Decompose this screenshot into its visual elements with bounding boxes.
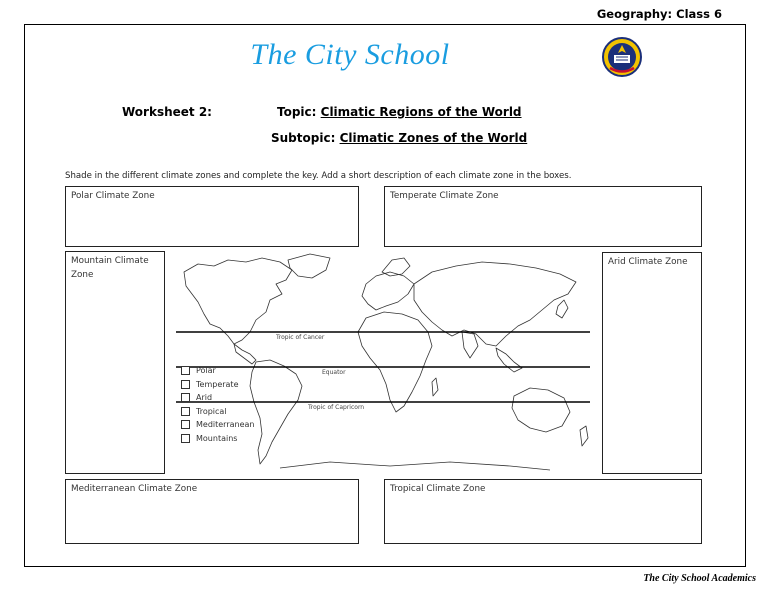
climate-key [181,364,255,445]
subtopic-line [271,131,527,145]
southeast-asia-outline [496,348,522,372]
greenland-outline [288,254,330,278]
africa-outline [358,312,432,412]
arid-zone-box[interactable] [602,252,702,474]
footer-credit: The City School Academics [643,573,756,584]
key-checkbox-temperate[interactable] [181,380,190,389]
instructions-text: Shade in the different climate zones and complete the key. Add a short description of each climate zone in the boxes. [65,171,572,181]
europe-outline [362,272,414,310]
south-america-outline [250,360,302,464]
mountain-zone-box[interactable] [65,251,165,474]
tropical-zone-label: Tropical Climate Zone [390,484,486,494]
key-checkbox-mediterranean[interactable] [181,420,190,429]
key-label-mountains: Mountains [196,433,238,443]
temperate-zone-box[interactable] [384,186,702,247]
key-item-tropical [181,405,255,419]
north-america-outline [184,258,292,344]
key-item-mountains [181,432,255,446]
tropic-of-cancer-label: Tropic of Cancer [276,334,325,341]
key-label-mediterranean: Mediterranean [196,420,255,430]
asia-outline [414,262,576,346]
key-checkbox-polar[interactable] [181,366,190,375]
subtopic-title: Climatic Zones of the World [339,131,528,145]
polar-zone-box[interactable] [65,186,359,247]
key-label-polar: Polar [196,366,216,376]
school-title: The City School [250,38,450,71]
tropical-zone-box[interactable] [384,479,702,544]
key-item-arid [181,391,255,405]
japan-outline [556,300,568,318]
key-checkbox-mountains[interactable] [181,434,190,443]
key-item-mediterranean [181,418,255,432]
key-checkbox-arid[interactable] [181,393,190,402]
mountain-zone-label: Mountain Climate Zone [71,256,149,280]
key-label-tropical: Tropical [196,406,227,416]
india-outline [462,332,478,358]
australia-outline [512,388,570,432]
mediterranean-zone-box[interactable] [65,479,359,544]
key-label-arid: Arid [196,393,213,403]
topic-prefix: Topic: [277,105,317,119]
central-america-outline [234,344,256,364]
key-item-temperate [181,378,255,392]
mediterranean-zone-label: Mediterranean Climate Zone [71,484,198,494]
topic-title: Climatic Regions of the World [320,105,522,119]
madagascar-outline [432,378,438,396]
subject-class-label: Geography: Class 6 [596,7,722,21]
temperate-zone-label: Temperate Climate Zone [390,191,499,201]
tropic-of-capricorn-label: Tropic of Capricorn [308,404,365,411]
new-zealand-outline [580,426,588,446]
worksheet-label: Worksheet 2: [122,105,212,119]
topic-line [277,105,522,119]
polar-zone-label: Polar Climate Zone [71,191,155,201]
key-item-polar [181,364,255,378]
equator-label: Equator [322,369,346,376]
antarctica-outline [280,462,550,470]
arid-zone-label: Arid Climate Zone [608,257,688,267]
subtopic-prefix: Subtopic: [271,131,336,145]
key-label-temperate: Temperate [196,379,239,389]
key-checkbox-tropical[interactable] [181,407,190,416]
school-crest-logo [600,35,644,79]
